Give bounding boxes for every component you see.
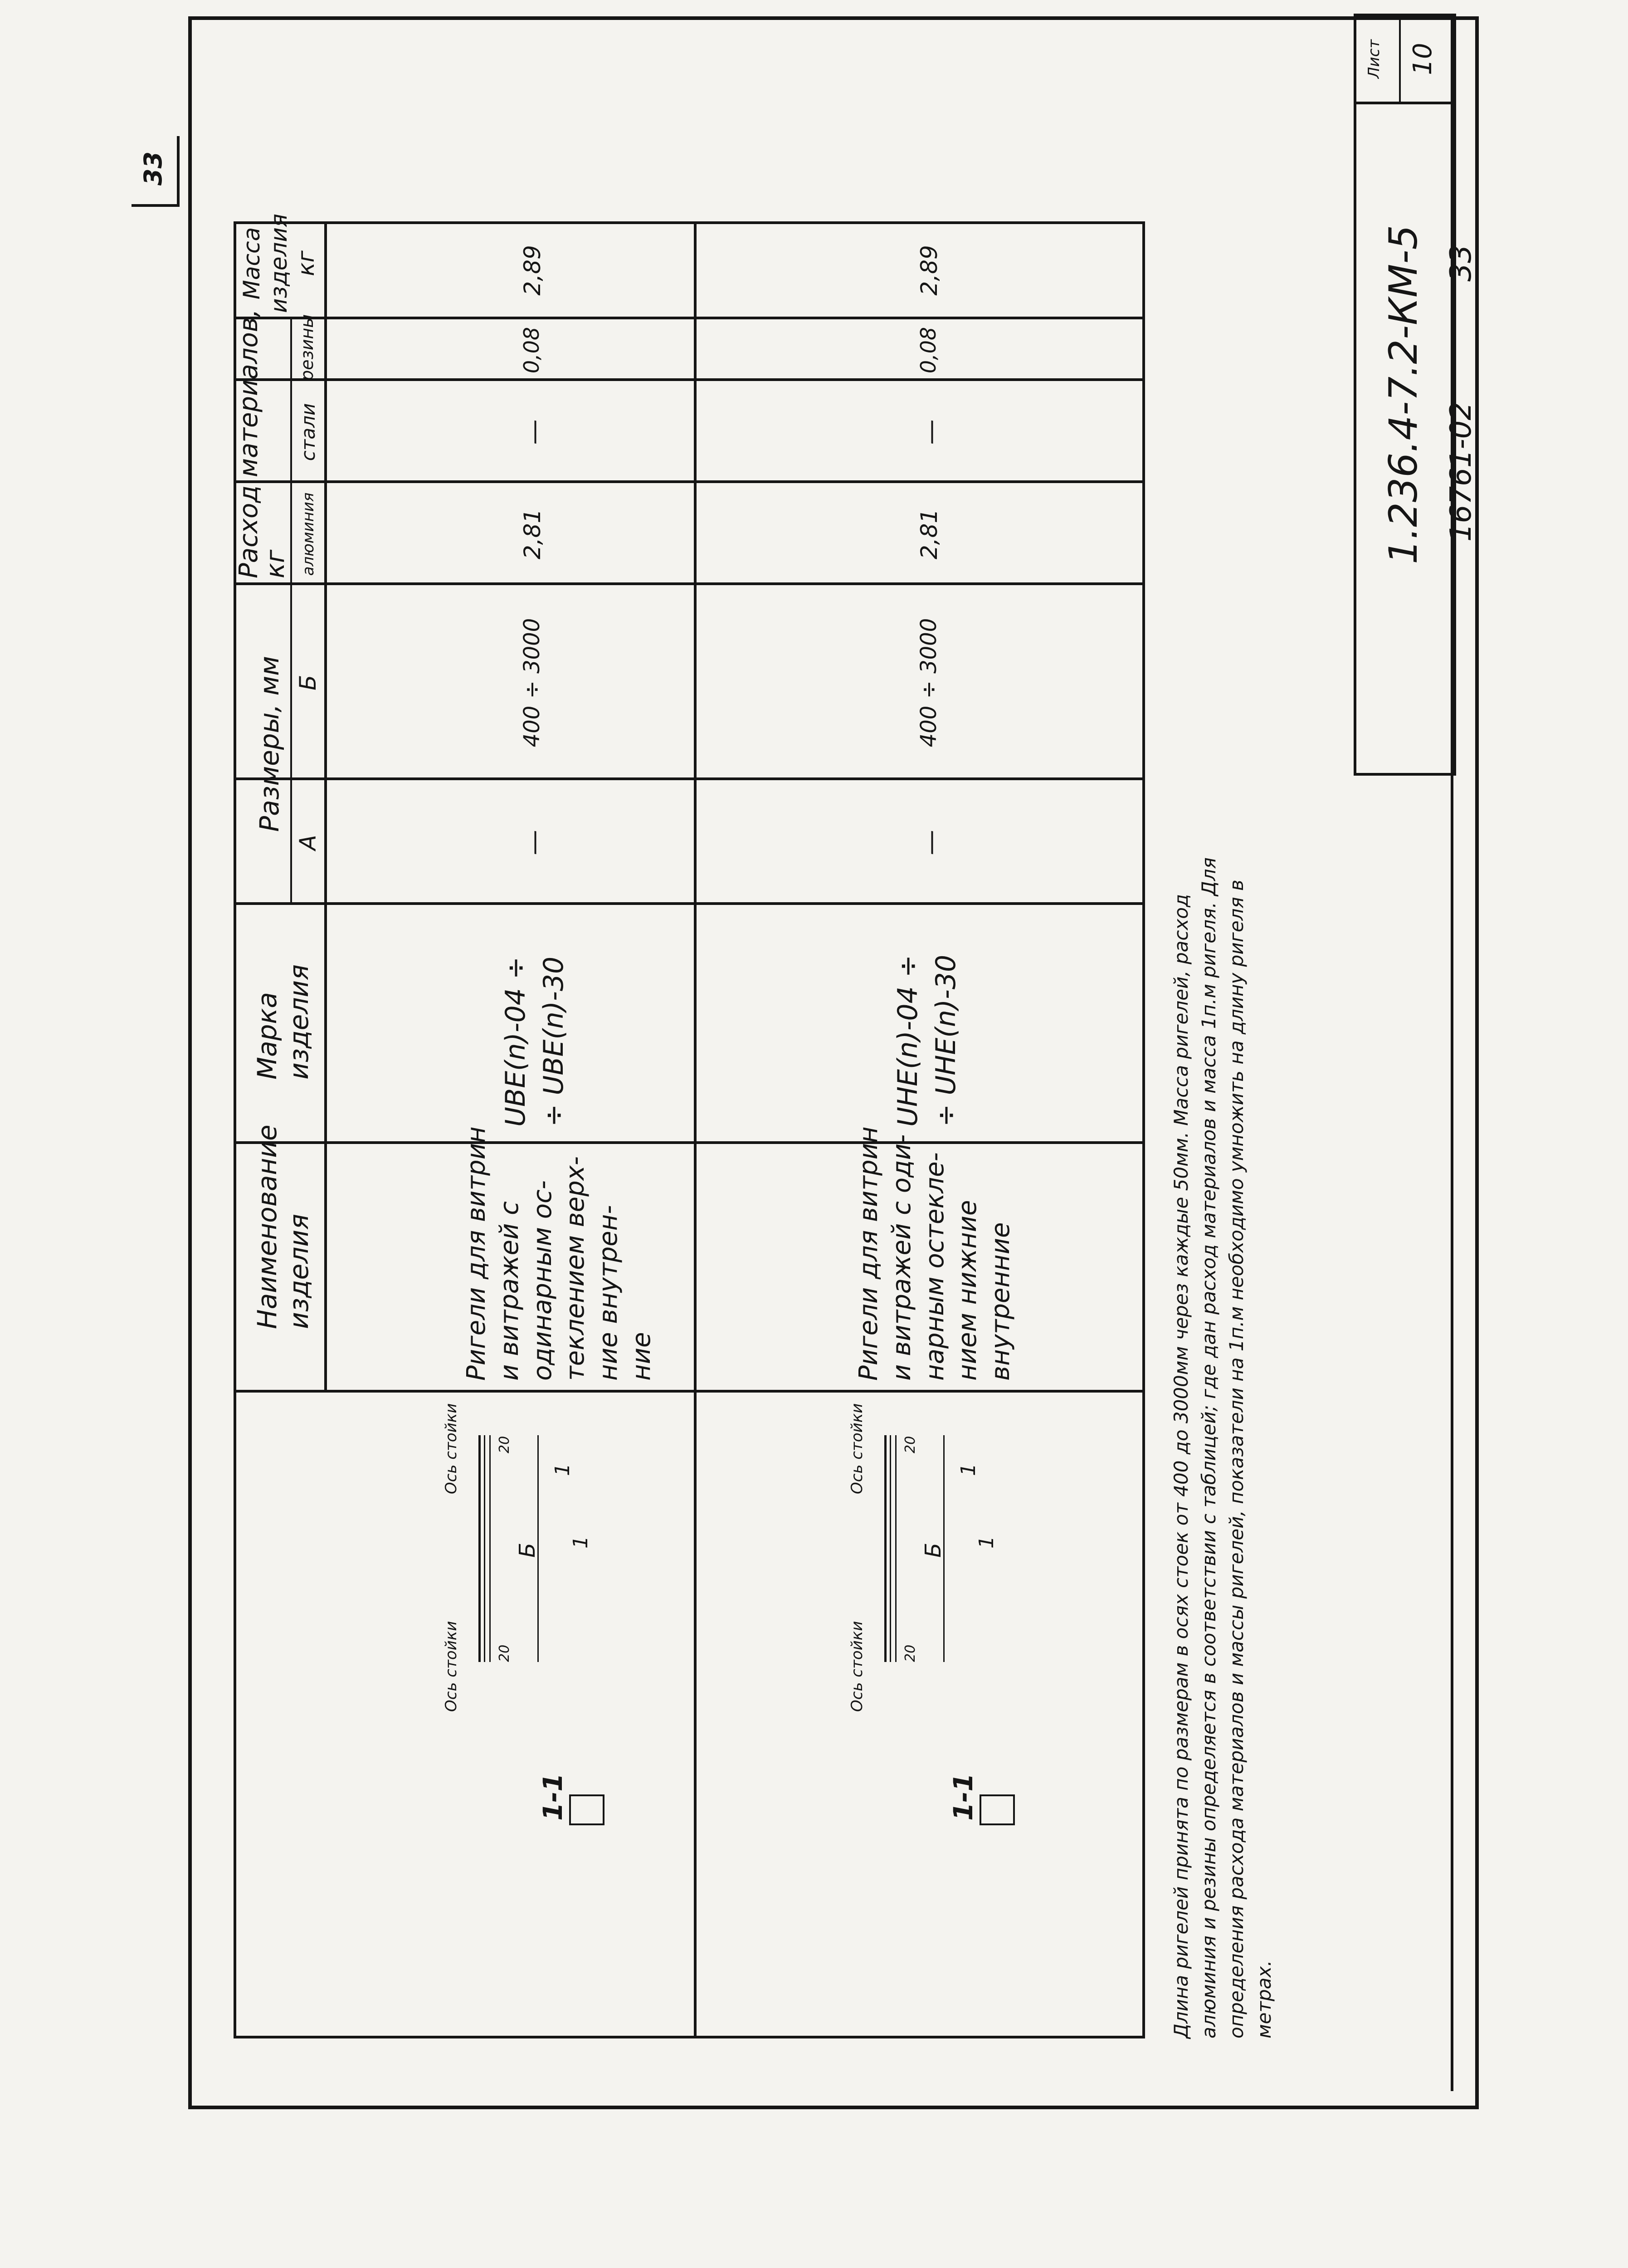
section-mark-bottom: 1 (569, 1536, 592, 1549)
corner-number: 33 (139, 151, 168, 186)
profile-top-line (884, 1435, 887, 1662)
header-aluminum: алюминия (299, 492, 317, 576)
note-text: Длина ригелей принята по размерам в осях стоек от 400 до 3000мм через каждые 50мм. Масса ригелей, расход алюминия и резины определяется в соответствии с таблицей; где дан расход материалов и масса 1п.м ригеля. Для определения расхода материалов и массы ригелей, показатели на 1п.м необходимо умножить на длину ригеля в метрах. (1170, 857, 1275, 2038)
rotated-drawing (188, 16, 1479, 2109)
profile-mid-line (484, 1435, 485, 1662)
row-mass: 2,89 (519, 245, 546, 296)
row-dim-a: — (916, 830, 946, 855)
header-dim-a: А (295, 835, 321, 850)
section-mark-bottom: 1 (975, 1536, 998, 1549)
profile-low-line (895, 1435, 897, 1662)
section-glyph (980, 1794, 1015, 1825)
row-mark: UHE(n)-04 ÷ ÷ UHE(n)-30 (892, 954, 962, 1127)
row-mass: 2,89 (916, 245, 942, 296)
section-label: 1-1 (537, 1773, 568, 1821)
section-label: 1-1 (948, 1773, 979, 1821)
stamp-sheet-label: Лист (1365, 39, 1383, 79)
axis-label-right: Ось стойки (848, 1403, 866, 1494)
row-name: Ригели для витрин и витражей с одинарным ос- теклением верх- ние внутрен- ние (462, 1126, 656, 1381)
header-dims: Размеры, мм (254, 656, 285, 832)
header-mark: Марка изделия (252, 964, 314, 1080)
dim-letter: Б (515, 1543, 540, 1558)
subheader-split-materials (290, 319, 292, 585)
row-rubber: 0,08 (916, 327, 941, 374)
subheader-split-dims (290, 585, 292, 905)
dim-small-right: 20 (902, 1436, 918, 1453)
row-aluminum: 2,81 (916, 508, 942, 560)
profile-mid-line (890, 1435, 891, 1662)
header-mass: Масса изделия кг (239, 214, 319, 313)
header-rubber: резины (297, 314, 317, 381)
section-glyph (569, 1794, 604, 1825)
header-steel: стали (297, 403, 319, 461)
dim-small-right: 20 (497, 1436, 512, 1453)
stamp-inventory: 16761-02 (1444, 401, 1478, 542)
dim-letter: Б (921, 1543, 946, 1558)
dim-small-left: 20 (902, 1644, 918, 1662)
table-row (694, 221, 1145, 2038)
row-aluminum: 2,81 (519, 508, 546, 560)
row-dim-a: — (519, 830, 549, 855)
axis-label-right: Ось стойки (442, 1403, 460, 1494)
profile-top-line (478, 1435, 481, 1662)
dim-small-left: 20 (497, 1644, 512, 1662)
row-steel: — (916, 419, 946, 445)
stamp-sheet-split (1399, 14, 1401, 104)
header-name: Наименование изделия (252, 1124, 314, 1329)
axis-label-left: Ось стойки (848, 1621, 866, 1712)
row-dim-b: 400 ÷ 3000 (916, 618, 941, 748)
row-steel: — (519, 419, 549, 445)
axis-label-left: Ось стойки (442, 1621, 460, 1712)
row-name: Ригели для витрин и витражей с оди- нарным остекле- нием нижние внутренние (854, 1126, 1016, 1381)
stamp-page: 33 (1444, 244, 1478, 282)
section-mark-top: 1 (957, 1463, 980, 1476)
section-mark-top: 1 (551, 1463, 574, 1476)
row-dim-b: 400 ÷ 3000 (519, 618, 545, 748)
profile-low-line (489, 1435, 491, 1662)
row-rubber: 0,08 (519, 327, 544, 374)
corner-number-box (132, 136, 180, 207)
row-mark: UBE(n)-04 ÷ ÷ UBE(n)-30 (500, 956, 570, 1127)
header-materials: Расход материалов, кг (234, 309, 290, 578)
stamp-sheet-number: 10 (1408, 43, 1438, 75)
header-dim-b: Б (295, 675, 321, 691)
table-row (324, 221, 694, 2038)
stamp-doc-code: 1.236.4-7.2-КМ-5 (1381, 225, 1426, 565)
